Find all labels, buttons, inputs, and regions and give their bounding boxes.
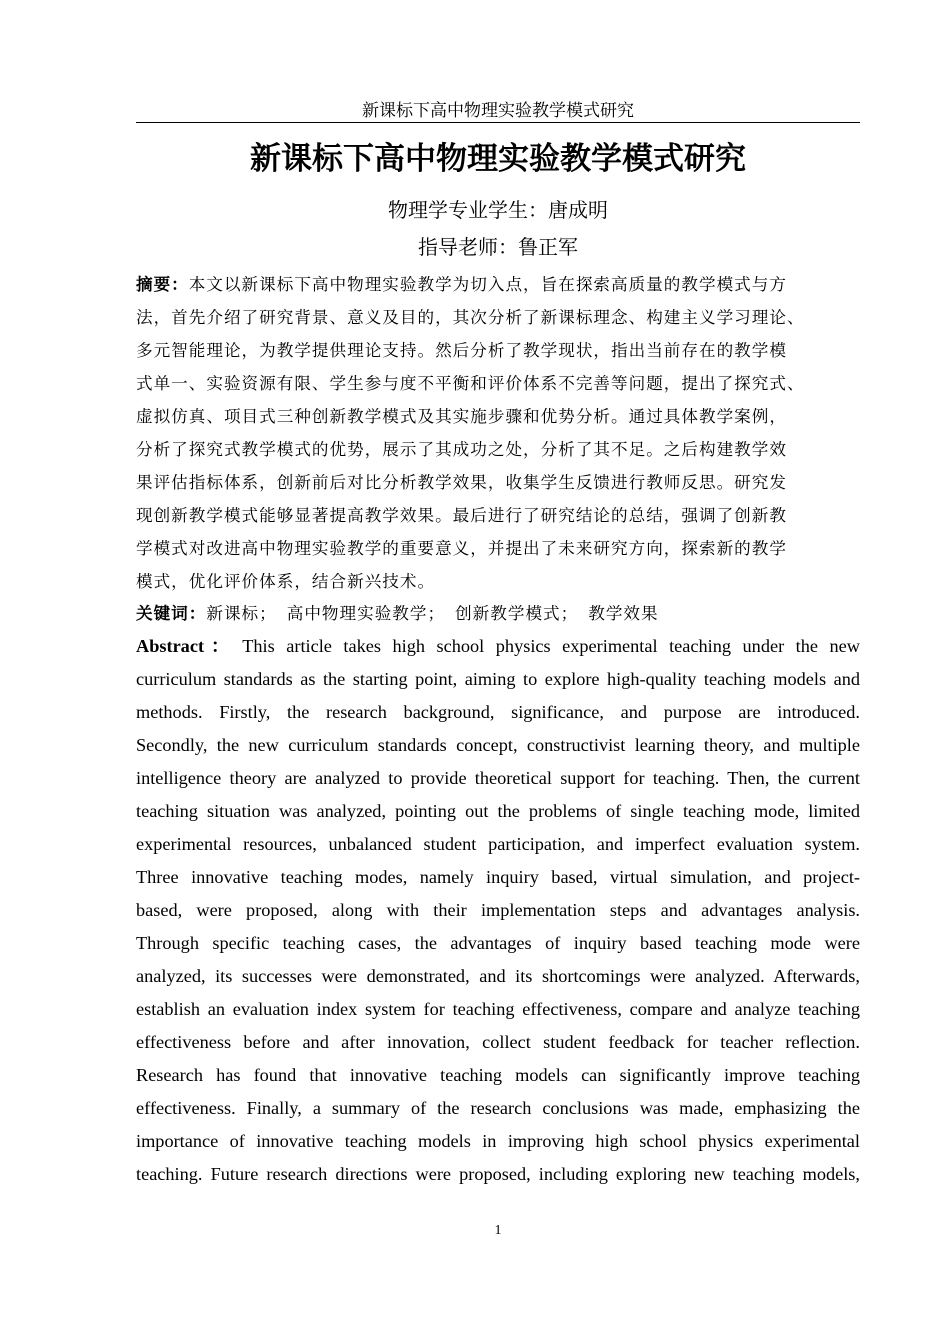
english-abstract-line: teaching. Future research directions were proposed, including exploring new teaching models, [136, 1164, 860, 1184]
chinese-abstract-line: 学模式对改进高中物理实验教学的重要意义，并提出了未来研究方向，探索新的教学 [136, 539, 787, 558]
english-abstract [136, 630, 860, 1191]
chinese-abstract-line: 模式，优化评价体系，结合新兴技术。 [136, 572, 436, 591]
chinese-abstract-text: 本文以新课标下高中物理实验教学为切入点，旨在探索高质量的教学模式与方 [188, 275, 787, 294]
chinese-abstract-line: 多元智能理论，为教学提供理论支持。然后分析了教学现状，指出当前存在的教学模 [136, 341, 787, 360]
chinese-abstract-line: 法，首先介绍了研究背景、意义及目的，其次分析了新课标理念、构建主义学习理论、 [136, 308, 805, 327]
keyword: 创新教学模式； [455, 604, 579, 623]
keyword: 新课标； [206, 604, 277, 623]
chinese-abstract-line: 虚拟仿真、项目式三种创新教学模式及其实施步骤和优势分析。通过具体教学案例， [136, 407, 787, 426]
keyword: 高中物理实验教学； [286, 604, 446, 623]
page-number: 1 [494, 1223, 502, 1238]
english-abstract-line: Research has found that innovative teaching models can significantly improve teaching [136, 1065, 860, 1085]
english-abstract-line [136, 630, 860, 663]
english-abstract-line: Three innovative teaching modes, namely inquiry based, virtual simulation, and project- [136, 867, 860, 887]
chinese-abstract-line [136, 268, 860, 301]
english-abstract-line: methods. Firstly, the research background, significance, and purpose are introduced. [136, 702, 860, 722]
english-abstract-line: intelligence theory are analyzed to provide theoretical support for teaching. Then, the current [136, 768, 860, 788]
english-abstract-line: Through specific teaching cases, the advantages of inquiry based teaching mode were [136, 933, 860, 953]
english-abstract-line: curriculum standards as the starting point, aiming to explore high-quality teaching models and [136, 669, 860, 689]
author-line: 物理学专业学生：唐成明 [388, 198, 608, 222]
chinese-abstract-label: 摘要： [136, 274, 189, 294]
chinese-abstract-line: 现创新教学模式能够显著提高教学效果。最后进行了研究结论的总结，强调了创新教 [136, 506, 787, 525]
keywords-label: 关键词： [136, 603, 207, 623]
keyword: 教学效果 [588, 604, 659, 623]
chinese-abstract [136, 268, 860, 598]
paper-title: 新课标下高中物理实验教学模式研究 [250, 141, 746, 177]
english-abstract-line: Secondly, the new curriculum standards concept, constructivist learning theory, and multiple [136, 735, 860, 755]
english-abstract-line: analyzed, its successes were demonstrated, and its shortcomings were analyzed. Afterwards, [136, 966, 860, 986]
running-header: 新课标下高中物理实验教学模式研究 [362, 101, 634, 121]
english-abstract-line: importance of innovative teaching models in improving high school physics experimental [136, 1131, 860, 1151]
chinese-abstract-line: 式单一、实验资源有限、学生参与度不平衡和评价体系不完善等问题，提出了探究式、 [136, 374, 805, 393]
english-abstract-text: This article takes high school physics experimental teaching under the new [242, 636, 860, 656]
advisor-line: 指导老师：鲁正军 [418, 235, 578, 259]
chinese-abstract-line: 分析了探究式教学模式的优势，展示了其成功之处，分析了其不足。之后构建教学效 [136, 440, 787, 459]
english-abstract-line: teaching situation was analyzed, pointing out the problems of single teaching mode, limited [136, 801, 860, 821]
english-abstract-label: Abstract： [136, 636, 237, 656]
english-abstract-line: experimental resources, unbalanced student participation, and imperfect evaluation system. [136, 834, 860, 854]
english-abstract-line: effectiveness. Finally, a summary of the research conclusions was made, emphasizing the [136, 1098, 860, 1118]
english-abstract-line: based, were proposed, along with their implementation steps and advantages analysis. [136, 900, 860, 920]
chinese-abstract-line: 果评估指标体系，创新前后对比分析教学效果，收集学生反馈进行教师反思。研究发 [136, 473, 787, 492]
english-abstract-line: effectiveness before and after innovation, collect student feedback for teacher reflection. [136, 1032, 860, 1052]
keywords-line [136, 597, 860, 630]
english-abstract-line: establish an evaluation index system for teaching effectiveness, compare and analyze teaching [136, 999, 860, 1019]
header-rule [136, 122, 860, 123]
